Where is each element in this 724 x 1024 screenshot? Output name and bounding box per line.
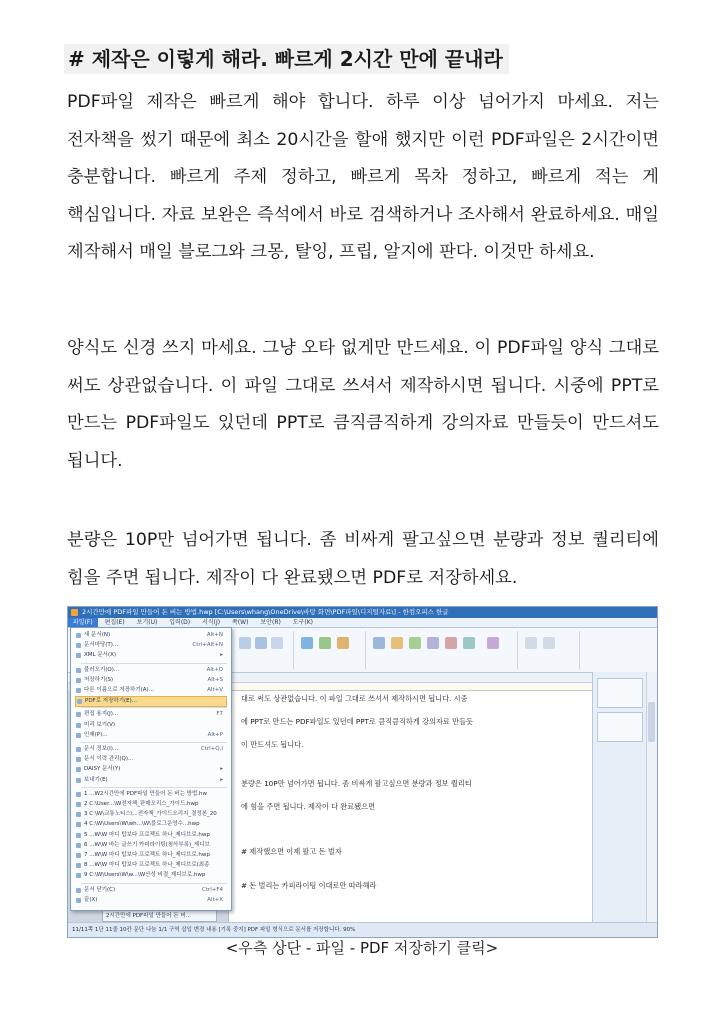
ribbon-group-view (519, 631, 580, 669)
menu-item-label: XML 문서(X) (84, 652, 117, 659)
file-menu-item[interactable] (75, 851, 227, 860)
menu-item-shortcut: Ctrl+Alt+N (192, 642, 223, 649)
menu-item-shortcut: Alt+V (207, 687, 223, 693)
menu-separator (81, 663, 227, 664)
file-menu-item[interactable] (75, 721, 227, 730)
file-menu-item[interactable] (75, 831, 227, 840)
file-menu-item[interactable] (75, 745, 227, 754)
file-menu-item[interactable] (75, 666, 227, 675)
file-menu-item[interactable] (75, 871, 227, 880)
menu-item-label: 문서 이력 관리(Q)... (84, 756, 134, 763)
file-menu-item[interactable] (75, 776, 227, 785)
menu-item-label: 문서 닫기(C) (84, 886, 116, 893)
menu-file[interactable]: 파일(F) (68, 618, 98, 627)
file-menu-item[interactable] (75, 686, 227, 695)
file-menu-item[interactable] (75, 676, 227, 685)
menu-item-label: 다른 이름으로 저장하기(A)... (84, 687, 154, 693)
footnote-icon[interactable] (463, 637, 475, 649)
file-menu-item[interactable] (75, 861, 227, 870)
char-shape-icon[interactable] (255, 637, 267, 649)
menu-item-label: 불러오기(O)... (84, 666, 120, 673)
menu-tools[interactable]: 도구(K) (292, 619, 313, 626)
menu-item-shortcut: F7 (216, 711, 223, 718)
menu-security[interactable]: 보안(R) (260, 619, 281, 626)
find-icon[interactable] (487, 637, 499, 649)
menu-item-label: 5 ...W\W 마디 탑보다 프로젝트 하나_제디브로.hwp (84, 831, 210, 838)
doc-line: 에 힘을 주면 됩니다. 제작이 다 완료됐으면 (241, 802, 376, 811)
document-tab[interactable]: 2시간만에 PDF파일 만들어 돈 버... (102, 910, 217, 922)
menu-item-shortcut: ▸ (220, 766, 223, 773)
file-menu-item[interactable] (75, 731, 227, 740)
menu-insert[interactable]: 입력(D) (169, 619, 191, 626)
menu-item-label: 3 C:\W\교통노티스\...전자책_가이드오리지_결정본_20 (84, 811, 217, 818)
vertical-scrollbar[interactable] (646, 672, 657, 923)
menu-item-label: 문서마당(T)... (84, 642, 119, 649)
style-icon[interactable] (239, 637, 251, 649)
file-menu-item[interactable] (75, 641, 227, 650)
scrollbar-thumb[interactable] (648, 702, 655, 742)
menu-item-label: 4 C:\W\Users\W\wh...\W\블로그운영수...hwp (84, 821, 200, 828)
shape-icon[interactable] (391, 637, 403, 649)
hwp-screenshot (67, 606, 658, 938)
file-menu-item[interactable] (75, 790, 227, 799)
menu-item-shortcut: Ctrl+F4 (201, 886, 223, 893)
file-menu-dropdown (70, 627, 232, 911)
doc-line: 대로 써도 상관없습니다. 이 파일 그대로 쓰셔서 제작하시면 됩니다. 시중 (241, 694, 468, 703)
figure-caption: <우측 상단 - 파일 - PDF 저장하기 클릭> (225, 939, 499, 957)
menu-item-label: 저장하기(S) (84, 676, 114, 683)
paragraph-format: 양식도 신경 쓰지 마세요. 그냥 오타 없게만 만드세요. 이 PDF파일 양식 그대로 써도 상관없습니다. 이 파일 그대로 쓰셔서 제작하시면 됩니다. 시중에 PPT로 만드는 PDF파일도 있던데 PPT로 큼직큼직하게 강의자료 만들듯이 만드셔도 됩니다. (67, 338, 659, 471)
window-title: 2시간만에 PDF파일 만들어 돈 버는 방법.hwp [C:\Users\whang\OneDrive\바탕 화면\PDF파일\디지털자료\] - 한컴오피스 한글 (82, 608, 449, 616)
doc-line: # 돈 벌리는 카피라이팅 이대로만 따라해라 (241, 881, 377, 890)
menu-item-label: DAISY 문서(Y) (84, 766, 121, 773)
horizontal-ruler[interactable] (228, 683, 608, 691)
document-page[interactable] (228, 691, 615, 923)
menu-separator (81, 742, 227, 743)
menu-item-label: 보내기(E) (84, 776, 108, 783)
file-menu-item[interactable] (75, 651, 227, 660)
file-menu-item[interactable] (75, 710, 227, 719)
menu-page[interactable]: 쪽(W) (232, 619, 249, 626)
menu-item-label: 7 ...W\W 마디 탑보다 프로젝트 하나_제디브로.hwp (84, 852, 210, 858)
menu-item-save-as-pdf[interactable] (75, 696, 227, 707)
section-heading: # 제작은 이렇게 해라. 빠르게 2시간 만에 끝내라 (64, 44, 509, 74)
menu-item-label: PDF로 저장하기(E)... (85, 698, 138, 705)
zoom-icon[interactable] (525, 637, 537, 649)
file-menu-item[interactable] (75, 896, 227, 905)
image-icon[interactable] (409, 637, 421, 649)
menu-item-shortcut: Ctrl+Q,I (200, 746, 223, 752)
menu-separator (81, 787, 227, 788)
file-menu-item[interactable] (75, 631, 227, 640)
menu-item-label: 미리 보기(V) (84, 721, 116, 728)
picture-icon[interactable] (337, 637, 349, 649)
file-menu-item[interactable] (75, 841, 227, 850)
menu-item-shortcut: Alt+O (206, 666, 223, 673)
chart-icon[interactable] (319, 637, 331, 649)
window-title-bar (68, 607, 657, 618)
ribbon-group-insert (367, 631, 518, 669)
file-menu-item[interactable] (75, 765, 227, 774)
menu-item-label: 8 ...W\W 마디 탑보다 프로젝트 하나_제디브로(최종 (84, 862, 210, 869)
doc-line: 분량은 10P만 넘어가면 됩니다. 좀 비싸게 팔고싶으면 분량과 정보 퀄리티 (241, 779, 472, 788)
doc-line: 이 만드셔도 됩니다. (241, 740, 304, 749)
menu-item-label: 인쇄(P)... (84, 731, 108, 738)
table-icon[interactable] (301, 637, 313, 649)
menu-format[interactable]: 서식(J) (202, 619, 221, 626)
menu-view[interactable]: 보기(U) (136, 619, 158, 626)
doc-line: # 제작했으면 이제 팔고 돈 벌자 (241, 847, 342, 856)
menu-item-label: 새 문서(N) (84, 632, 111, 638)
doc-line: 에 PPT로 만드는 PDF파일도 있던데 PPT로 큼직큼직하게 강의자료 만들듯 (241, 717, 473, 726)
page-nav-icon[interactable] (543, 637, 555, 649)
paragraph-length: 분량은 10P만 넘어가면 됩니다. 좀 비싸게 팔고싶으면 분량과 정보 퀄리티에 힘을 주면 됩니다. 제작이 다 완료됐으면 PDF로 저장하세요. (67, 530, 659, 588)
memo-icon[interactable] (445, 637, 457, 649)
menu-item-label: 9 C:\W\Users\W\w...\W산성 비결_제디브로.hwp (84, 872, 206, 879)
file-menu-item[interactable] (75, 800, 227, 809)
status-bar: 11/11쪽 1단 11줄 10칸 문단 나눔 1/1 구역 삽입 변경 내용 [기록 중지] PDF 파일 형식으로 문서를 저장합니다. 90% (68, 922, 657, 937)
menu-item-label: 2 C:\User...\W전자책_판매오리스_가이드.hwp (84, 801, 199, 807)
task-pane (592, 672, 647, 923)
menu-item-shortcut: Alt+N (206, 632, 223, 638)
menu-item-label: 1 ...W2시간만에 PDF파일 만들어 돈 버는 방법.hw (84, 790, 208, 797)
ribbon-group-shapes (295, 631, 366, 669)
symbol-icon[interactable] (427, 637, 439, 649)
para-shape-icon[interactable] (271, 637, 283, 649)
file-menu-item[interactable] (75, 886, 227, 895)
menu-edit[interactable]: 편집(E) (104, 619, 125, 626)
menu-item-shortcut: Alt+P (207, 731, 223, 738)
menu-separator (81, 883, 227, 884)
textbox-icon[interactable] (373, 637, 385, 649)
file-menu-item[interactable] (75, 820, 227, 829)
menu-item-label: 6 ...W\W 바는 글쓰기 카피라이팅(첨삭부록)_제디브 (84, 841, 210, 848)
file-menu-item[interactable] (75, 755, 227, 764)
hwp-app-icon (71, 609, 78, 616)
menu-separator (81, 707, 227, 708)
menu-item-label: 문서 정보(I)... (84, 746, 119, 752)
menu-item-shortcut: Alt+X (207, 896, 223, 903)
task-pane-box[interactable] (597, 678, 643, 708)
menu-item-label: 끝(X) (84, 896, 98, 903)
paragraph-production-speed: PDF파일 제작은 빠르게 해야 합니다. 하루 이상 넘어가지 마세요. 저는 전자책을 썼기 때문에 최소 20시간을 할애 했지만 이런 PDF파일은 2시간이면 충분합니다. 빠르게 주제 정하고, 빠르게 목차 정하고, 빠르게 적는 게 핵심입니다. 자료 보완은 즉석에서 바로 검색하거나 조사해서 완료하세요. 매일 제작해서 매일 블로그와 크몽, 탈잉, 프립, 알지에 판다. 이것만 하세요. (67, 92, 659, 262)
menu-item-shortcut: ▸ (220, 776, 223, 783)
menu-item-shortcut: ▸ (220, 652, 223, 659)
file-menu-item[interactable] (75, 810, 227, 819)
menu-item-shortcut: Alt+S (207, 676, 223, 683)
ribbon-group-format (233, 631, 294, 669)
menu-item-label: 편집 용지(J)... (84, 711, 119, 718)
task-pane-box[interactable] (597, 712, 643, 742)
